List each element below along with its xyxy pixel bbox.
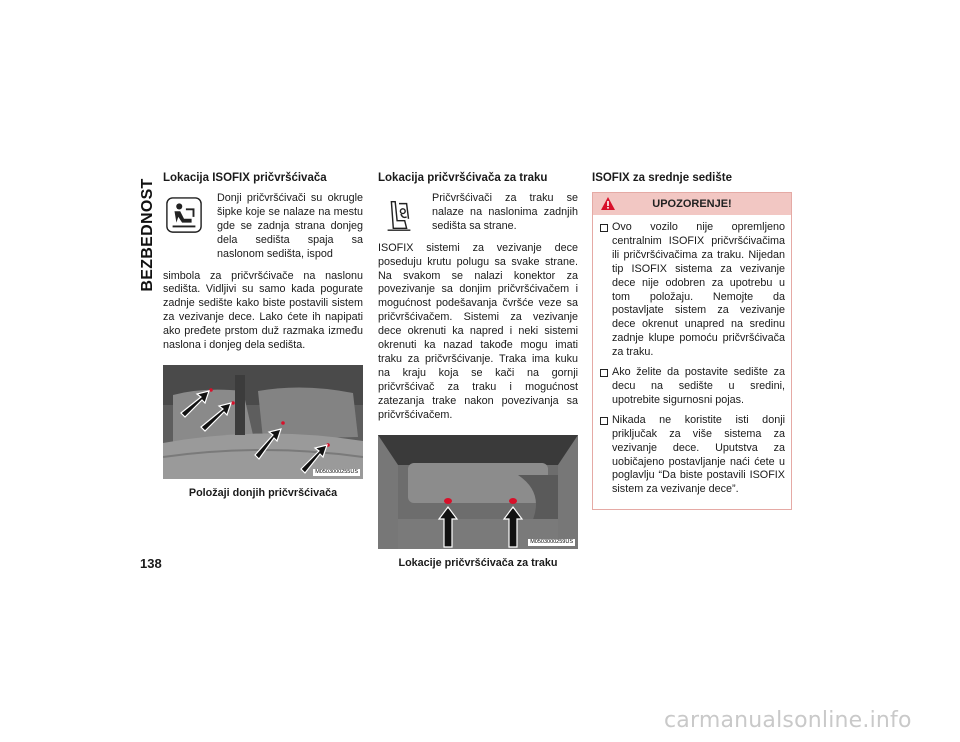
heading-tether-location: Lokacija pričvršćivača za traku xyxy=(378,172,548,184)
column-center-seat xyxy=(592,172,792,510)
warning-item-text: Nikada ne koristite isti donji priključak za više sistema za vezivanje dece. Uputstva za uobičajeno postavljanje naći ćete u poglavlju “Da biste postavili ISOFIX sistem za vezivanje dece”. xyxy=(612,413,785,496)
lower-anchors-illustration xyxy=(163,365,363,479)
watermark: carmanualsonline.info xyxy=(664,708,912,733)
isofix-intro-text: Donji pričvršćivači su okrugle šipke koje se nalaze na mestu gde se zadnja strana donjeg dela sedišta spaja sa naslonom sedišta, ispod xyxy=(217,192,363,260)
warning-item-text: Ovo vozilo nije opremljeno centralnim ISOFIX pričvršćivačima ili pričvršćivačima za traku. Nijedan tip ISOFIX sistema za vezivanje dece nije odobren za upotrebu u tom položaju. Nemojte da postavljate sistem za vezivanje dece okrenut unapred na sredinu zadnje klupe pomoću pričvršćivača za traku. xyxy=(612,221,785,359)
warning-box xyxy=(592,192,792,510)
warning-title: UPOZORENJE! xyxy=(652,198,732,210)
bullet-square-icon xyxy=(600,369,608,377)
page-number: 138 xyxy=(140,556,162,571)
tether-intro-text: Pričvršćivači za traku se nalaze na naslonima zadnjih sedišta sa strane. xyxy=(432,192,578,232)
heading-center-seat: ISOFIX za srednje sedište xyxy=(592,172,732,184)
lower-anchors-photo xyxy=(163,365,363,479)
warning-list xyxy=(593,215,791,509)
warning-item xyxy=(599,221,785,360)
lower-anchors-photo-code: M0503000255US xyxy=(315,468,358,475)
bullet-square-icon xyxy=(600,417,608,425)
section-tab xyxy=(136,178,160,292)
warning-item-text: Ako želite da postavite sedište za decu na sedište u sredini, upotrebite sigurnosni pojas. xyxy=(612,366,785,406)
tether-anchor-symbol-icon xyxy=(380,196,418,234)
tether-anchors-photo xyxy=(378,435,578,549)
warning-header xyxy=(593,193,791,215)
warning-item xyxy=(599,366,785,408)
warning-item xyxy=(599,414,785,497)
isofix-intro-block xyxy=(163,192,363,262)
heading-isofix-location: Lokacija ISOFIX pričvršćivača xyxy=(163,172,327,184)
isofix-body-text: simbola za pričvršćivače na naslonu sedišta. Vidljivi su samo kada pogurate zadnje sedište kako biste postavili sistem za vezivanje dece. Lako ćete ih napipati ako pređete prstom duž razmaka između naslona i donjeg dela sedišta. xyxy=(163,269,363,352)
column-isofix-location xyxy=(163,172,363,499)
tether-anchors-caption: Lokacije pričvršćivača za traku xyxy=(398,556,558,569)
bullet-square-icon xyxy=(600,224,608,232)
tether-anchors-illustration xyxy=(378,435,578,549)
section-tab-label: BEZBEDNOST xyxy=(139,178,156,292)
warning-triangle-icon xyxy=(600,196,616,212)
isofix-anchor-symbol-icon xyxy=(165,196,203,234)
lower-anchors-caption: Položaji donjih pričvršćivača xyxy=(188,486,338,499)
tether-body-text: ISOFIX sistemi za vezivanje dece poseduju krutu polugu sa svake strane. Na svakom se nalazi konektor za povezivanje sa donjim pričvršćivačem i mogućnost podešavanja čvršće veze sa pričvršćivačem. Sistemi za vezivanje dece okrenuti ka napred i neki sistemi okrenuti ka nazad takođe mogu imati traku za pričvršćivanje. Traka ima kuku na kraju koja se kači na gornji pričvršćivač za traku i mogućnost zatezanja trake nakon povezivanja sa pričvršćivačem. xyxy=(378,241,578,421)
column-tether-location xyxy=(378,172,578,569)
tether-anchors-photo-code: M0503000259US xyxy=(530,538,573,545)
tether-intro-block xyxy=(378,192,578,234)
